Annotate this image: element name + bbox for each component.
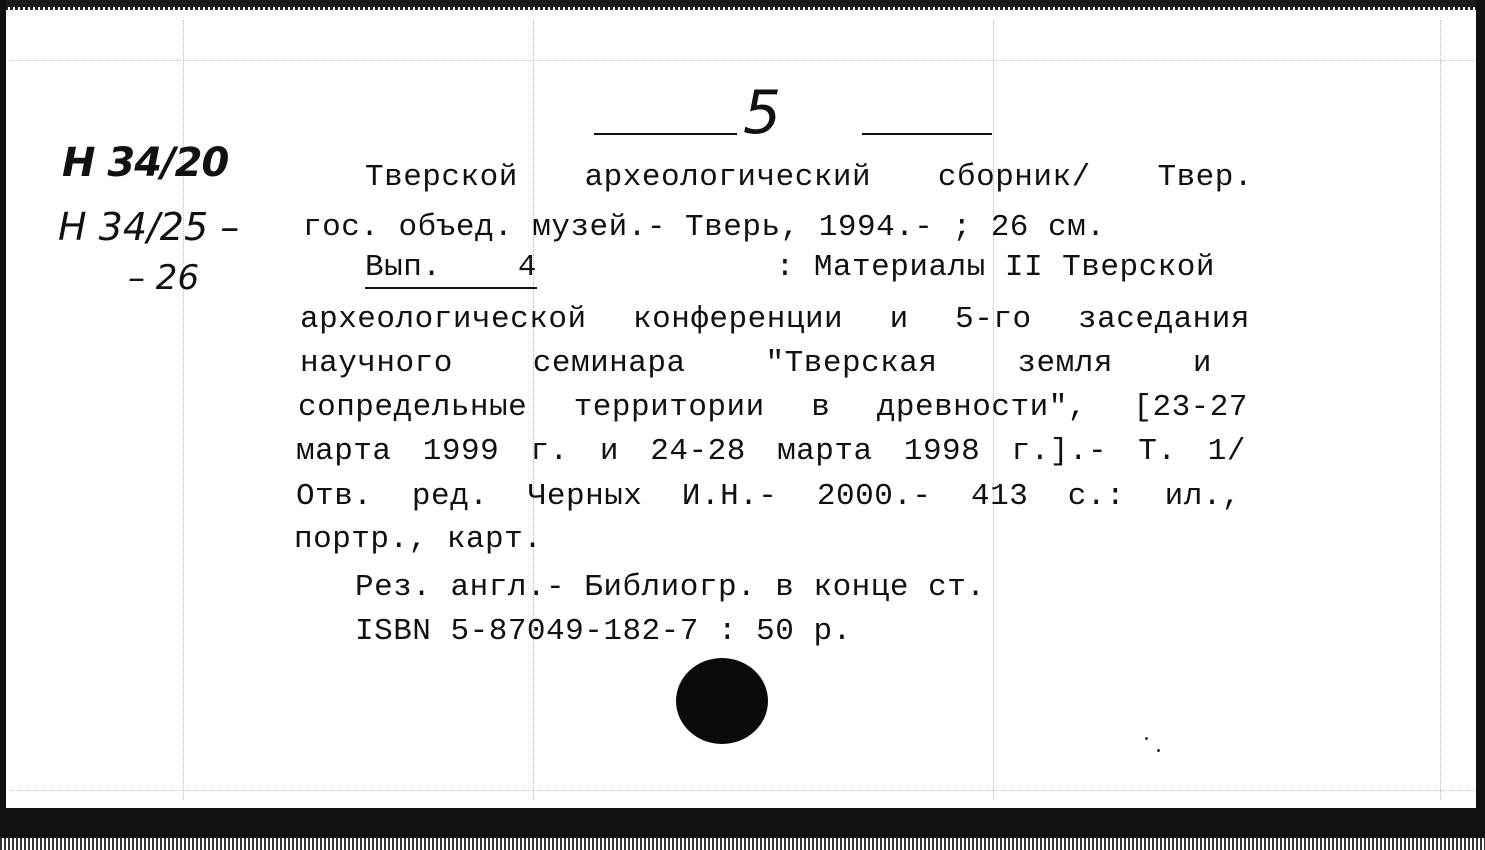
scan-line: [10, 790, 1475, 791]
card-number-rule-left: [594, 133, 737, 135]
card-number-rule-right: [862, 133, 992, 135]
entry-line: марта 1999 г. и 24-28 марта 1998 г.].- Т. 1/: [296, 434, 1246, 469]
issue-title: : Материалы II Тверской: [775, 250, 1215, 285]
card-bottom-edge-texture: [0, 838, 1485, 850]
card-number: 5: [743, 78, 782, 148]
entry-line-publisher: гос. объед. музей.- Тверь, 1994.- ; 26 см.: [303, 210, 1106, 245]
shelf-mark-primary: Н 34/20: [62, 140, 229, 186]
card-left-edge: [0, 0, 6, 850]
scan-line: [1440, 20, 1441, 800]
entry-note-summary: Рез. англ.- Библиогр. в конце ст.: [355, 570, 986, 605]
punch-hole: [676, 658, 768, 744]
card-top-edge-texture: [0, 7, 1485, 10]
scan-line: [183, 20, 184, 800]
entry-line-issue: [365, 250, 1215, 289]
entry-isbn-price: ISBN 5-87049-182-7 : 50 р.: [355, 614, 852, 649]
card-right-edge: [1476, 0, 1485, 850]
issue-label: Вып. 4: [365, 250, 537, 289]
speck: [1157, 749, 1160, 752]
shelf-mark-continuation: – 26: [128, 258, 200, 298]
entry-line: сопредельные территории в древности", [23-27: [298, 390, 1248, 425]
shelf-mark-secondary: Н 34/25 –: [58, 205, 240, 249]
entry-line-title: Тверской археологический сборник/ Твер.: [365, 160, 1253, 195]
scan-line: [10, 60, 1475, 61]
card-bottom-edge: [0, 808, 1485, 838]
entry-line: портр., карт.: [294, 522, 543, 557]
entry-line: археологической конференции и 5-го заседания: [300, 302, 1250, 337]
entry-line: Отв. ред. Черных И.Н.- 2000.- 413 с.: ил.,: [296, 479, 1241, 514]
card-top-edge: [0, 0, 1485, 7]
speck: [1145, 737, 1148, 740]
entry-line: научного семинара "Тверская земля и: [300, 346, 1212, 381]
